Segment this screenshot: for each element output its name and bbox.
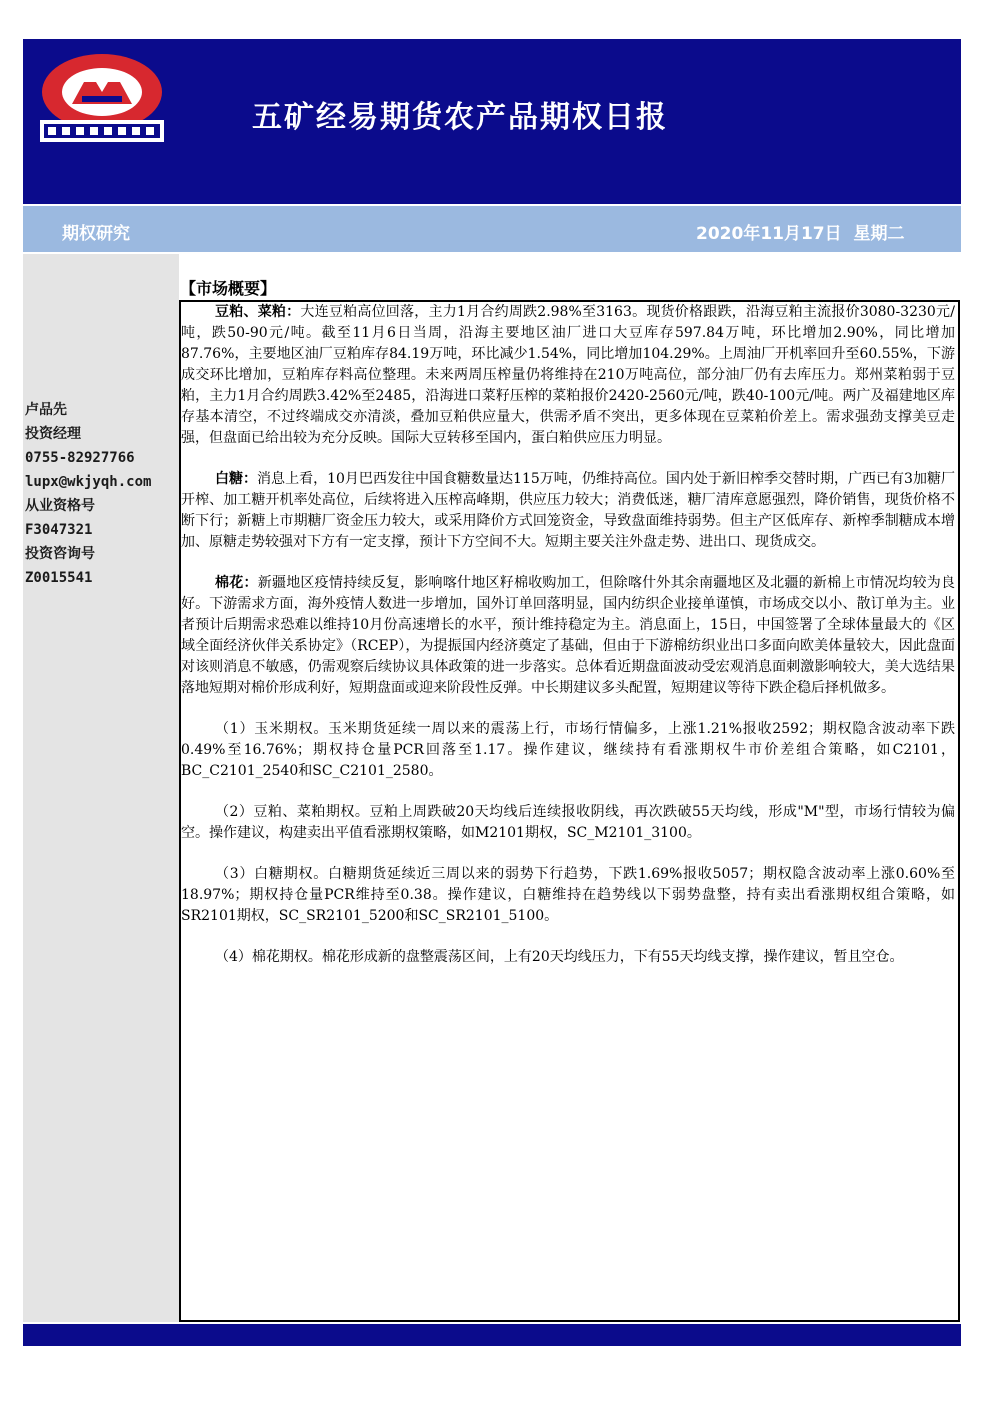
paragraph-meal-options [181, 802, 955, 844]
analyst-phone: 0755-82927766 [25, 450, 135, 466]
paragraph-cotton-options [181, 947, 955, 968]
paragraph-soymeal [181, 302, 955, 449]
paragraph-sugar-options [181, 864, 955, 927]
paragraph-text: 新疆地区疫情持续反复，影响喀什地区籽棉收购加工，但除喀什外其余南疆地区及北疆的新棉上市情况均较为良好。下游需求方面，海外疫情人数进一步增加，国外订单回落明显，国内纺织企业接单谨慎，市场成交以小、散订单为主。业者预计后期需求恐难以维持10月份高速增长的水平，预计维持稳定为主。消息面上，15日，中国签署了全球体量最大的《区域全面经济伙伴关系协定》（RCEP），为提振国内经济奠定了基础，但由于下游棉纺织业出口多面向欧美体量较大，因此盘面对该则消息不敏感，仍需观察后续协议具体政策的进一步落实。总体看近期盘面波动受宏观消息面刺激影响较大，美大选结果落地短期对棉价形成利好，短期盘面或迎来阶段性反弹。中长期建议多头配置，短期建议等待下跌企稳后择机做多。 [181, 575, 956, 696]
paragraph-label: 白糖： [215, 471, 258, 487]
analyst-email: lupx@wkjyqh.com [25, 474, 152, 490]
analyst-contact [25, 398, 151, 590]
paragraph-text: （2）豆粕、菜粕期权。豆粕上周跌破20天均线后连续报收阴线，再次跌破55天均线，形成"M"型，市场行情较为偏空。操作建议，构建卖出平值看涨期权策略，如M2101期权，SC_M2101_3100。 [181, 804, 955, 841]
report-body [181, 302, 955, 988]
paragraph-cotton [181, 573, 955, 699]
report-title: 五矿经易期货农产品期权日报 [252, 100, 668, 135]
paragraph-corn-options [181, 719, 955, 782]
paragraph-text: 大连豆粕高位回落，主力1月合约周跌2.98%至3163。现货价格跟跌，沿海豆粕主流报价3080-3230元/吨，跌50-90元/吨。截至11月6日当周，沿海主要地区油厂进口大豆库存597.84万吨，环比增加2.90%，同比增加87.76%，主要地区油厂豆粕库存84.19万吨，环比减少1.54%，同比增加104.29%。上周油厂开机率回升至60.55%，下游成交环比增加，豆粕库存料高位整理。未来两周压榨量仍将维持在210万吨高位，部分油厂仍有去库压力。郑州菜粕弱于豆粕，主力1月合约周跌3.42%至2485，沿海进口菜籽压榨的菜粕报价2420-2560元/吨，跌40-100元/吨。两广及福建地区库存基本清空，不过终端成交亦清淡，叠加豆粕供应量大，供需矛盾不突出，更多体现在豆菜粕价差上。需求强劲支撑美豆走强，但盘面已给出较为充分反映。国际大豆转移至国内，蛋白粕供应压力明显。 [181, 304, 955, 446]
paragraph-label: 棉花： [215, 575, 258, 591]
qualification-label: 从业资格号 [25, 498, 95, 514]
consulting-label: 投资咨询号 [25, 546, 95, 562]
category-label: 期权研究 [62, 224, 130, 244]
report-date [696, 219, 904, 244]
paragraph-sugar [181, 469, 955, 553]
analyst-role: 投资经理 [25, 426, 81, 442]
minmetals-logo-icon [38, 52, 166, 144]
footer-bar [23, 1324, 961, 1346]
section-title: 【市场概要】 [180, 279, 277, 298]
weekday-text: 星期二 [853, 224, 905, 244]
consulting-number: Z0015541 [25, 570, 93, 586]
paragraph-text: 消息上看，10月巴西发往中国食糖数量达115万吨，仍维持高位。国内处于新旧榨季交替时期，广西已有3加糖厂开榨、加工糖开机率处高位，后续将进入压榨高峰期，供应压力较大；消费低迷，糖厂清库意愿强烈，降价销售，现货价格不断下行；新糖上市期糖厂资金压力较大，或采用降价方式回笼资金，导致盘面维持弱势。但主产区低库存、新榨季制糖成本增加、原糖走势较强对下方有一定支撑，预计下方空间不大。短期主要关注外盘走势、进出口、现货成交。 [181, 471, 956, 550]
date-text: 2020年11月17日 [696, 224, 842, 244]
qualification-number: F3047321 [25, 522, 93, 538]
analyst-name: 卢品先 [25, 402, 67, 418]
paragraph-text: （4）棉花期权。棉花形成新的盘整震荡区间，上有20天均线压力，下有55天均线支撑，操作建议，暂且空仓。 [215, 949, 904, 965]
paragraph-text: （1）玉米期权。玉米期货延续一周以来的震荡上行，市场行情偏多，上涨1.21%报收2592；期权隐含波动率下跌0.49%至16.76%；期权持仓量PCR回落至1.17。操作建议，继续持有看涨期权牛市价差组合策略，如C2101，BC_C2101_2540和SC_C2101_2580。 [181, 721, 955, 779]
paragraph-text: （3）白糖期权。白糖期货延续近三周以来的弱势下行趋势，下跌1.69%报收5057；期权隐含波动率上涨0.60%至18.97%；期权持仓量PCR维持至0.38。操作建议，白糖维持在趋势线以下弱势盘整，持有卖出看涨期权组合策略，如SR2101期权，SC_SR2101_5200和SC_SR2101_5100。 [181, 866, 955, 924]
paragraph-label: 豆粕、菜粕： [215, 304, 301, 320]
